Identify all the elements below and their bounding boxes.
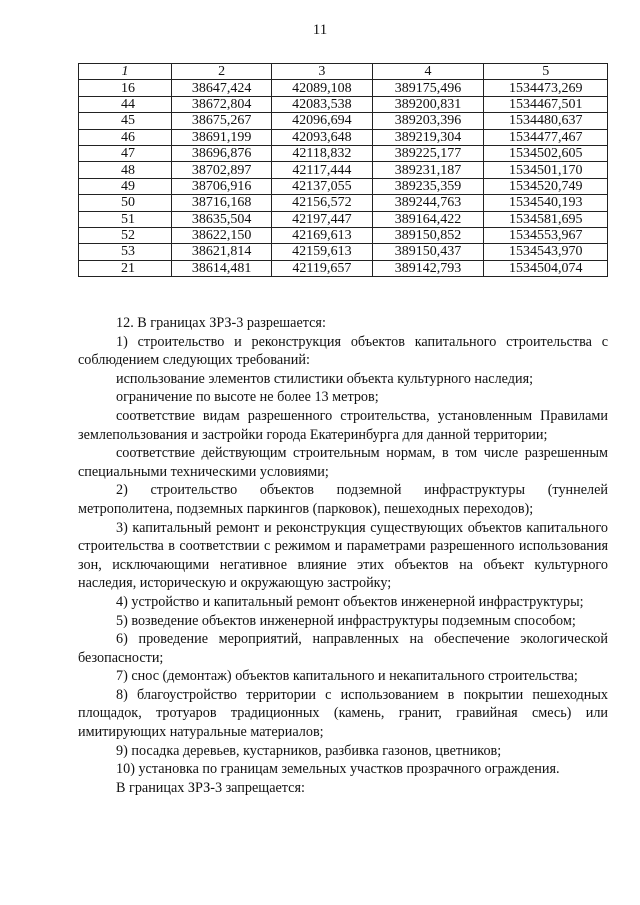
- paragraph: 5) возведение объектов инженерной инфраструктуры подземным способом;: [116, 612, 576, 629]
- page-number: 11: [312, 22, 328, 38]
- table-cell: 42083,538: [272, 96, 372, 112]
- table-cell: 1534467,501: [484, 96, 608, 112]
- paragraph: 9) посадка деревьев, кустарников, разбивка газонов, цветников;: [116, 742, 502, 759]
- paragraph: 2) строительство объектов подземной инфраструктуры (туннелей метрополитена, подземных паркингов (парковок), пешеходных переходов);: [78, 482, 608, 517]
- table-cell: 1534473,269: [484, 80, 608, 96]
- table-cell: 389142,793: [372, 260, 484, 276]
- paragraph: 6) проведение мероприятий, направленных на обеспечение экологической безопасности;: [78, 631, 608, 666]
- table-cell: 42089,108: [272, 80, 372, 96]
- paragraph: 8) благоустройство территории с использованием в покрытии пешеходных площадок, тротуаров традиционных (камень, гранит, гравийная смесь) или имитирующих натуральные материалов;: [78, 686, 608, 741]
- table-cell: 38621,814: [172, 244, 272, 260]
- paragraph: 3) капитальный ремонт и реконструкция существующих объектов капитального строительства в соответствии с режимом и параметрами разрешенного использования зон, исключающими негативное влияние этих объектов на объект культурного наследия, историческую и окружающую застройку;: [78, 519, 608, 592]
- table-row: [79, 195, 608, 211]
- table-header-row: [79, 64, 608, 80]
- table-row: [79, 227, 608, 243]
- table-cell: 389235,359: [372, 178, 484, 194]
- table-cell: 38675,267: [172, 113, 272, 129]
- table-cell: 42096,694: [272, 113, 372, 129]
- table-cell: 38691,199: [172, 129, 272, 145]
- paragraph: 10) установка по границам земельных участков прозрачного ограждения.: [116, 761, 560, 778]
- table-cell: 389150,852: [372, 227, 484, 243]
- paragraph: 7) снос (демонтаж) объектов капитального и некапитального строительства;: [116, 668, 578, 685]
- table-cell: 1534553,967: [484, 227, 608, 243]
- table-cell: 49: [79, 178, 172, 194]
- table-row: [79, 244, 608, 260]
- table-cell: 53: [79, 244, 172, 260]
- table-cell: 38696,876: [172, 145, 272, 161]
- paragraph: ограничение по высоте не более 13 метров;: [116, 389, 379, 406]
- table-row: [79, 129, 608, 145]
- table-cell: 38672,804: [172, 96, 272, 112]
- column-header: 1: [79, 64, 172, 80]
- table-row: [79, 211, 608, 227]
- document-text: [78, 314, 608, 797]
- coordinates-table: [78, 63, 608, 277]
- paragraph: 4) устройство и капитальный ремонт объектов инженерной инфраструктуры;: [116, 593, 584, 610]
- table-cell: 389203,396: [372, 113, 484, 129]
- table-cell: 38614,481: [172, 260, 272, 276]
- table-cell: 389219,304: [372, 129, 484, 145]
- table-cell: 42197,447: [272, 211, 372, 227]
- table-cell: 42118,832: [272, 145, 372, 161]
- table-body: [79, 80, 608, 277]
- table-cell: 47: [79, 145, 172, 161]
- paragraph: соответствие видам разрешенного строительства, установленным Правилами землепользования и застройки города Екатеринбурга для данной территории;: [78, 407, 608, 443]
- table-cell: 52: [79, 227, 172, 243]
- table-cell: 42156,572: [272, 195, 372, 211]
- table-cell: 42169,613: [272, 227, 372, 243]
- column-header: 4: [372, 64, 484, 80]
- table-row: [79, 162, 608, 178]
- table-cell: 389150,437: [372, 244, 484, 260]
- table-row: [79, 178, 608, 194]
- table-cell: 38706,916: [172, 178, 272, 194]
- section-heading: 12. В границах ЗРЗ-3 разрешается:: [116, 315, 326, 331]
- table-cell: 389225,177: [372, 145, 484, 161]
- table-cell: 44: [79, 96, 172, 112]
- table-cell: 1534501,170: [484, 162, 608, 178]
- table-cell: 1534504,074: [484, 260, 608, 276]
- table-cell: 42117,444: [272, 162, 372, 178]
- table-cell: 38622,150: [172, 227, 272, 243]
- paragraph: использование элементов стилистики объекта культурного наследия;: [116, 370, 534, 387]
- paragraph: соответствие действующим строительным нормам, в том числе разрешенным специальными техническими условиями;: [78, 445, 608, 480]
- column-header: 5: [484, 64, 608, 80]
- table-row: [79, 113, 608, 129]
- table-cell: 45: [79, 113, 172, 129]
- table-cell: 38716,168: [172, 195, 272, 211]
- table-cell: 38647,424: [172, 80, 272, 96]
- table-cell: 38702,897: [172, 162, 272, 178]
- paragraph: В границах ЗРЗ-3 запрещается:: [116, 779, 305, 796]
- table-cell: 1534540,193: [484, 195, 608, 211]
- table-cell: 46: [79, 129, 172, 145]
- table-cell: 42119,657: [272, 260, 372, 276]
- table-cell: 1534502,605: [484, 145, 608, 161]
- table-cell: 21: [79, 260, 172, 276]
- table-cell: 389244,763: [372, 195, 484, 211]
- table-row: [79, 96, 608, 112]
- table-cell: 1534543,970: [484, 244, 608, 260]
- table-cell: 42159,613: [272, 244, 372, 260]
- table-cell: 51: [79, 211, 172, 227]
- table-cell: 50: [79, 195, 172, 211]
- table-cell: 1534520,749: [484, 178, 608, 194]
- table-cell: 389200,831: [372, 96, 484, 112]
- table-cell: 42137,055: [272, 178, 372, 194]
- table-row: [79, 80, 608, 96]
- table-cell: 42093,648: [272, 129, 372, 145]
- table-cell: 389231,187: [372, 162, 484, 178]
- table-row: [79, 145, 608, 161]
- table-cell: 38635,504: [172, 211, 272, 227]
- column-header: 2: [172, 64, 272, 80]
- table-cell: 389164,422: [372, 211, 484, 227]
- table-row: [79, 260, 608, 276]
- table-cell: 1534477,467: [484, 129, 608, 145]
- table-cell: 16: [79, 80, 172, 96]
- column-header: 3: [272, 64, 372, 80]
- table-cell: 389175,496: [372, 80, 484, 96]
- table-cell: 48: [79, 162, 172, 178]
- table-cell: 1534480,637: [484, 113, 608, 129]
- paragraph: 1) строительство и реконструкция объектов капитального строительства с соблюдением следующих требований:: [78, 333, 608, 369]
- table-cell: 1534581,695: [484, 211, 608, 227]
